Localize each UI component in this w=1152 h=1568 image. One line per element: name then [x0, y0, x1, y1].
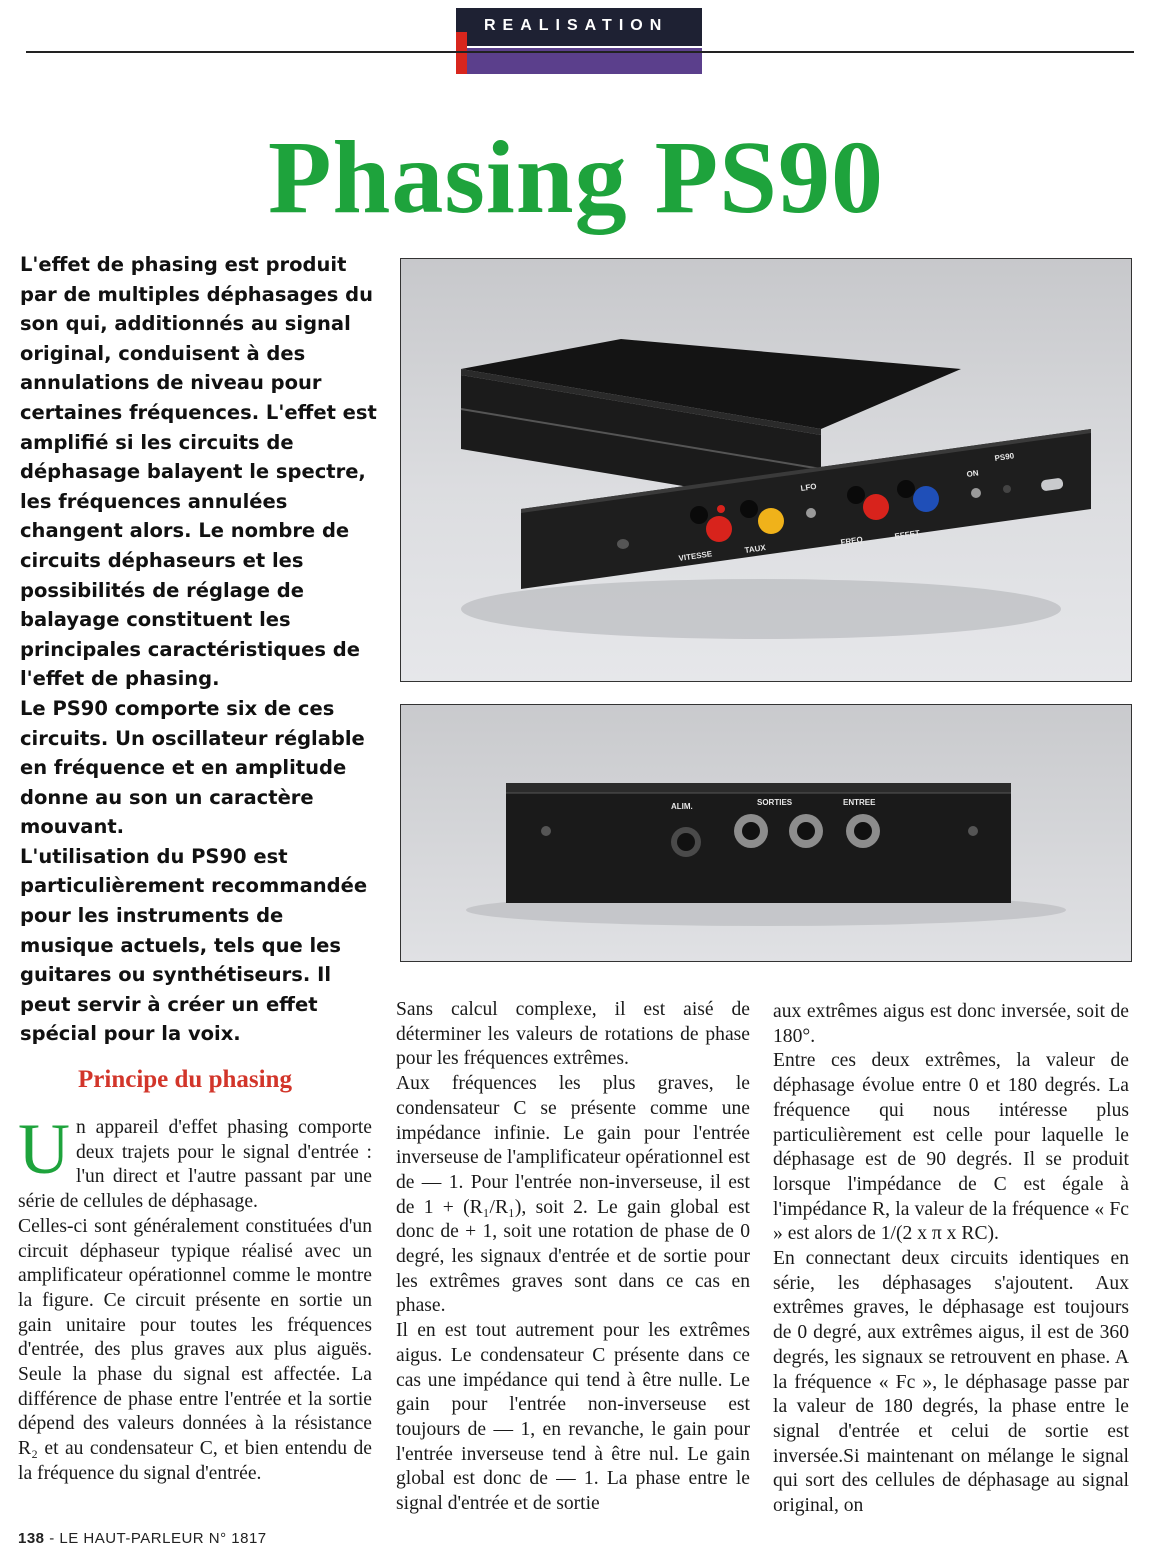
body-paragraph: Entre ces deux extrêmes, la valeur de déphasage évolue entre 0 et 180 degrés. La fréquence qui nous intéresse plus particulièrement est celle pour laquelle le déphasage est de 90 degrés. Il se produit lorsque l'impédance de C est égale à l'impédance R, la valeur de la fréquence « Fc » est alors de 1/(2 x π x RC).: [773, 1050, 1129, 1245]
section-label: REALISATION: [484, 17, 669, 34]
header-red-accent: [456, 32, 467, 74]
body-paragraph: Celles-ci sont généralement constituées d'un circuit déphaseur typique réalisé avec un amplificateur opérationnel comme le montre la figure. Ce circuit présente en sortie un gain unitaire pour toutes les fréquences d'entrée, des plus graves aux plus aiguës. Seule la phase du signal est affectée. La différence de phase entre l'entrée et la sortie dépend des valeurs données à la résistance R₂ et au condensateur C, et bien entendu de la fréquence du signal d'entrée.: [18, 1215, 372, 1484]
header-rule: [26, 51, 1134, 53]
on-label: ON: [966, 468, 980, 479]
freq-label: FREQ: [840, 534, 864, 547]
intro-paragraph: L'effet de phasing est produit par de multiples déphasages du son qui, additionnés au signal original, conduisent à des annulations de niveau pour certaines fréquences. L'effet est amplifié si les circuits de déphasage balayent le spectre, les fréquences annulées changent alors. Le nombre de circuits déphaseurs et les possibilités de réglage de balayage constituent les principales caractéristiques de l'effet de phasing.: [20, 253, 377, 691]
device-rear-illustration: [401, 705, 1131, 961]
intro-paragraph: Le PS90 comporte six de ces circuits. Un oscillateur réglable en fréquence et en amplitude donne au son un caractère mouvant.: [20, 696, 365, 839]
body-column-3: [773, 1000, 1129, 1519]
sorties-label: SORTIES: [757, 798, 793, 807]
section-heading: Principe du phasing: [78, 1066, 292, 1093]
device-front-photo: [400, 258, 1132, 682]
intro-text: [20, 250, 380, 1049]
effet-knob: [913, 486, 939, 512]
entree-label: ENTREE: [843, 798, 876, 807]
body-paragraph: [18, 1109, 372, 1215]
page-number: 138: [18, 1530, 45, 1547]
body-column-1: [18, 1109, 372, 1487]
body-paragraph: Sans calcul complexe, il est aisé de déterminer les valeurs de rotations de phase pour les fréquences extrêmes.: [396, 999, 750, 1070]
body-paragraph: Il en est tout autrement pour les extrêmes aigus. Le condensateur C présente dans ce cas une impédance qui tend à être nulle. Le gain pour l'entrée non-inverseuse est toujours de — 1, en revanche, le gain pour l'entrée inverseuse tend à être nul. Le gain global est donc de — 1. La phase entre le signal d'entrée et de sortie: [396, 1320, 750, 1515]
page-footer: [18, 1530, 267, 1547]
vitesse-label: VITESSE: [678, 549, 713, 563]
device-front-illustration: [401, 259, 1131, 681]
device-rear-photo: [400, 704, 1132, 962]
effet-label: EFFET: [894, 528, 921, 541]
lfo-switch: [806, 508, 816, 518]
vitesse-knob: [706, 516, 732, 542]
power-switch: [971, 488, 981, 498]
taux-label: TAUX: [744, 543, 767, 555]
body-paragraph: Aux fréquences les plus graves, le condensateur C se présente comme une impédance infinie. Le gain pour l'entrée inverseuse de l'amplificateur opérationnel est de — 1. Pour l'entrée non-inverseuse, il est de 1 + (R₁/R₁), soit 2. Le gain global est donc de + 1, soit une rotation de phase de 0 degré, les signaux d'entrée et de sortie pour les extrêmes graves sont dans ce cas en phase.: [396, 1073, 750, 1317]
body-column-2: [396, 998, 750, 1517]
taux-knob: [758, 508, 784, 534]
lfo-label: LFO: [800, 481, 818, 493]
intro-paragraph: L'utilisation du PS90 est particulièrement recommandée pour les instruments de musique actuels, tels que les guitares ou synthétiseurs. Il peut servir à créer un effet spécial pour la voix.: [20, 844, 368, 1046]
drop-cap: U: [18, 1109, 70, 1189]
model-label: PS90: [994, 451, 1015, 463]
alim-label: ALIM.: [671, 802, 693, 811]
body-paragraph: aux extrêmes aigus est donc inversée, soit de 180°.: [773, 1001, 1129, 1047]
body-paragraph: En connectant deux circuits identiques en série, les déphasages s'ajoutent. Aux extrêmes graves, le déphasage est toujours de 0 degré, aux extrêmes aigus, il est de 360 degrés, les signaux se retrouvent en phase. A la fréquence « Fc », le déphasage passe par la valeur de 180 degrés, la phase entre le signal d'entrée et celui de sortie est inversée.Si maintenant on mélange le signal qui sort des cellules de déphasage au signal original, on: [773, 1248, 1129, 1517]
freq-knob: [863, 494, 889, 520]
publication-name: - LE HAUT-PARLEUR N° 1817: [44, 1530, 267, 1547]
body-text: n appareil d'effet phasing comporte deux trajets pour le signal d'entrée : l'un direct et l'autre passant par une série de cellules de déphasage.: [18, 1117, 372, 1213]
article-title: Phasing PS90: [268, 120, 884, 235]
